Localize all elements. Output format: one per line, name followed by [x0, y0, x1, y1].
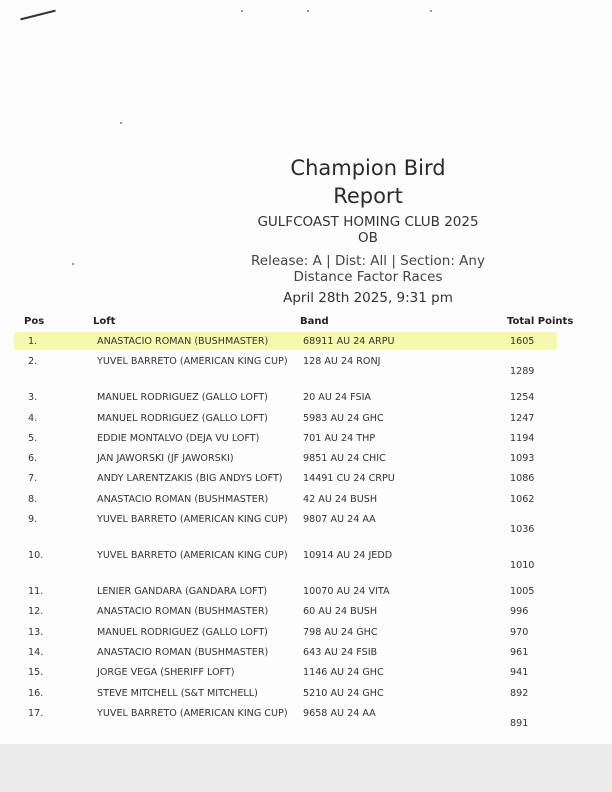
table-row	[0, 683, 612, 703]
row-points: 1247	[510, 412, 535, 424]
scan-speck	[241, 10, 243, 12]
column-header-pos: Pos	[24, 316, 45, 327]
row-points: 892	[510, 687, 529, 699]
row-loft: YUVEL BARRETO (AMERICAN KING CUP)	[97, 707, 288, 719]
row-points: 1605	[510, 336, 535, 347]
row-loft: YUVEL BARRETO (AMERICAN KING CUP)	[97, 550, 288, 562]
row-loft: LENIER GANDARA (GANDARA LOFT)	[97, 586, 268, 598]
table-row	[0, 545, 612, 581]
row-pos: 9.	[28, 514, 38, 526]
row-pos: 2.	[28, 356, 38, 368]
row-pos: 14.	[28, 646, 44, 658]
column-header-band: Band	[300, 316, 329, 327]
filters-line-2: Distance Factor Races	[293, 269, 443, 285]
report-filters	[168, 253, 568, 285]
row-band: 5983 AU 24 GHC	[303, 412, 384, 424]
scan-speck	[120, 122, 122, 124]
row-band: 643 AU 24 FSIB	[303, 646, 378, 658]
table-row	[0, 642, 612, 662]
table-row	[0, 408, 612, 428]
table-row	[0, 489, 612, 509]
row-points: 1093	[510, 453, 535, 465]
row-pos: 17.	[28, 707, 44, 719]
row-band: 5210 AU 24 GHC	[303, 687, 384, 699]
row-points: 1062	[510, 493, 535, 505]
club-line-1: GULFCOAST HOMING CLUB 2025	[257, 214, 479, 230]
title-line-1: Champion Bird	[290, 156, 446, 180]
table-row	[0, 581, 612, 601]
row-loft: STEVE MITCHELL (S&T MITCHELL)	[97, 687, 258, 699]
row-loft: JORGE VEGA (SHERIFF LOFT)	[97, 667, 235, 679]
table-row	[0, 387, 612, 407]
table-row	[0, 703, 612, 739]
row-loft: MANUEL RODRIGUEZ (GALLO LOFT)	[97, 626, 268, 638]
row-points: 1194	[510, 432, 535, 444]
row-pos: 5.	[28, 432, 38, 444]
row-band: 10070 AU 24 VITA	[303, 586, 390, 598]
row-pos: 3.	[28, 392, 38, 404]
scan-speck	[72, 263, 74, 265]
table-row	[0, 351, 612, 387]
row-points: 1036	[510, 524, 535, 536]
row-loft: ANASTACIO ROMAN (BUSHMASTER)	[97, 493, 269, 505]
row-pos: 15.	[28, 667, 44, 679]
column-header-total-points: Total Points	[507, 316, 574, 327]
row-band: 20 AU 24 FSIA	[303, 392, 371, 404]
row-points: 1254	[510, 392, 535, 404]
row-loft: JAN JAWORSKI (JF JAWORSKI)	[97, 453, 234, 465]
table-row	[0, 331, 612, 351]
row-band: 68911 AU 24 ARPU	[303, 336, 395, 347]
filters-line-1: Release: A | Dist: All | Section: Any	[251, 253, 485, 269]
row-points: 1010	[510, 560, 535, 572]
scan-speck	[430, 10, 432, 12]
row-loft: ANASTACIO ROMAN (BUSHMASTER)	[97, 336, 269, 347]
row-pos: 7.	[28, 473, 38, 485]
row-points: 961	[510, 646, 529, 658]
report-datetime: April 28th 2025, 9:31 pm	[283, 290, 453, 306]
row-loft: ANASTACIO ROMAN (BUSHMASTER)	[97, 646, 269, 658]
row-pos: 6.	[28, 453, 38, 465]
row-band: 9807 AU 24 AA	[303, 514, 376, 526]
row-pos: 11.	[28, 586, 44, 598]
table-row	[0, 622, 612, 642]
row-loft: YUVEL BARRETO (AMERICAN KING CUP)	[97, 356, 288, 368]
results-table	[0, 331, 612, 739]
row-pos: 4.	[28, 412, 38, 424]
row-points: 941	[510, 667, 529, 679]
table-row	[0, 601, 612, 621]
row-band: 1146 AU 24 GHC	[303, 667, 384, 679]
table-row	[0, 428, 612, 448]
row-pos: 8.	[28, 493, 38, 505]
row-points: 891	[510, 717, 529, 729]
table-header	[0, 314, 612, 330]
table-row	[0, 509, 612, 545]
row-loft: YUVEL BARRETO (AMERICAN KING CUP)	[97, 514, 288, 526]
club-line-2: OB	[358, 230, 378, 246]
row-points: 1005	[510, 586, 535, 598]
row-loft: ANASTACIO ROMAN (BUSHMASTER)	[97, 606, 269, 618]
row-band: 9658 AU 24 AA	[303, 707, 376, 719]
row-band: 9851 AU 24 CHIC	[303, 453, 386, 465]
row-band: 60 AU 24 BUSH	[303, 606, 378, 618]
row-points: 1289	[510, 366, 535, 378]
title-line-2: Report	[333, 184, 403, 208]
row-pos: 13.	[28, 626, 44, 638]
row-pos: 16.	[28, 687, 44, 699]
row-band: 701 AU 24 THP	[303, 432, 376, 444]
report-title	[168, 154, 568, 210]
row-loft: MANUEL RODRIGUEZ (GALLO LOFT)	[97, 392, 268, 404]
row-band: 14491 CU 24 CRPU	[303, 473, 395, 485]
row-pos: 10.	[28, 550, 44, 562]
row-points: 1086	[510, 473, 535, 485]
row-loft: MANUEL RODRIGUEZ (GALLO LOFT)	[97, 412, 268, 424]
row-points: 996	[510, 606, 529, 618]
table-row	[0, 662, 612, 682]
table-row	[0, 448, 612, 468]
row-points: 970	[510, 626, 529, 638]
pen-mark	[20, 10, 55, 21]
row-band: 798 AU 24 GHC	[303, 626, 378, 638]
row-loft: ANDY LARENTZAKIS (BIG ANDYS LOFT)	[97, 473, 283, 485]
row-loft: EDDIE MONTALVO (DEJA VU LOFT)	[97, 432, 260, 444]
row-band: 42 AU 24 BUSH	[303, 493, 378, 505]
row-band: 10914 AU 24 JEDD	[303, 550, 393, 562]
scan-speck	[307, 10, 309, 12]
table-row	[0, 468, 612, 488]
row-pos: 1.	[28, 336, 38, 347]
row-band: 128 AU 24 RONJ	[303, 356, 381, 368]
scan-edge	[0, 744, 612, 792]
club-name	[168, 214, 568, 246]
row-pos: 12.	[28, 606, 44, 618]
column-header-loft: Loft	[93, 316, 116, 327]
